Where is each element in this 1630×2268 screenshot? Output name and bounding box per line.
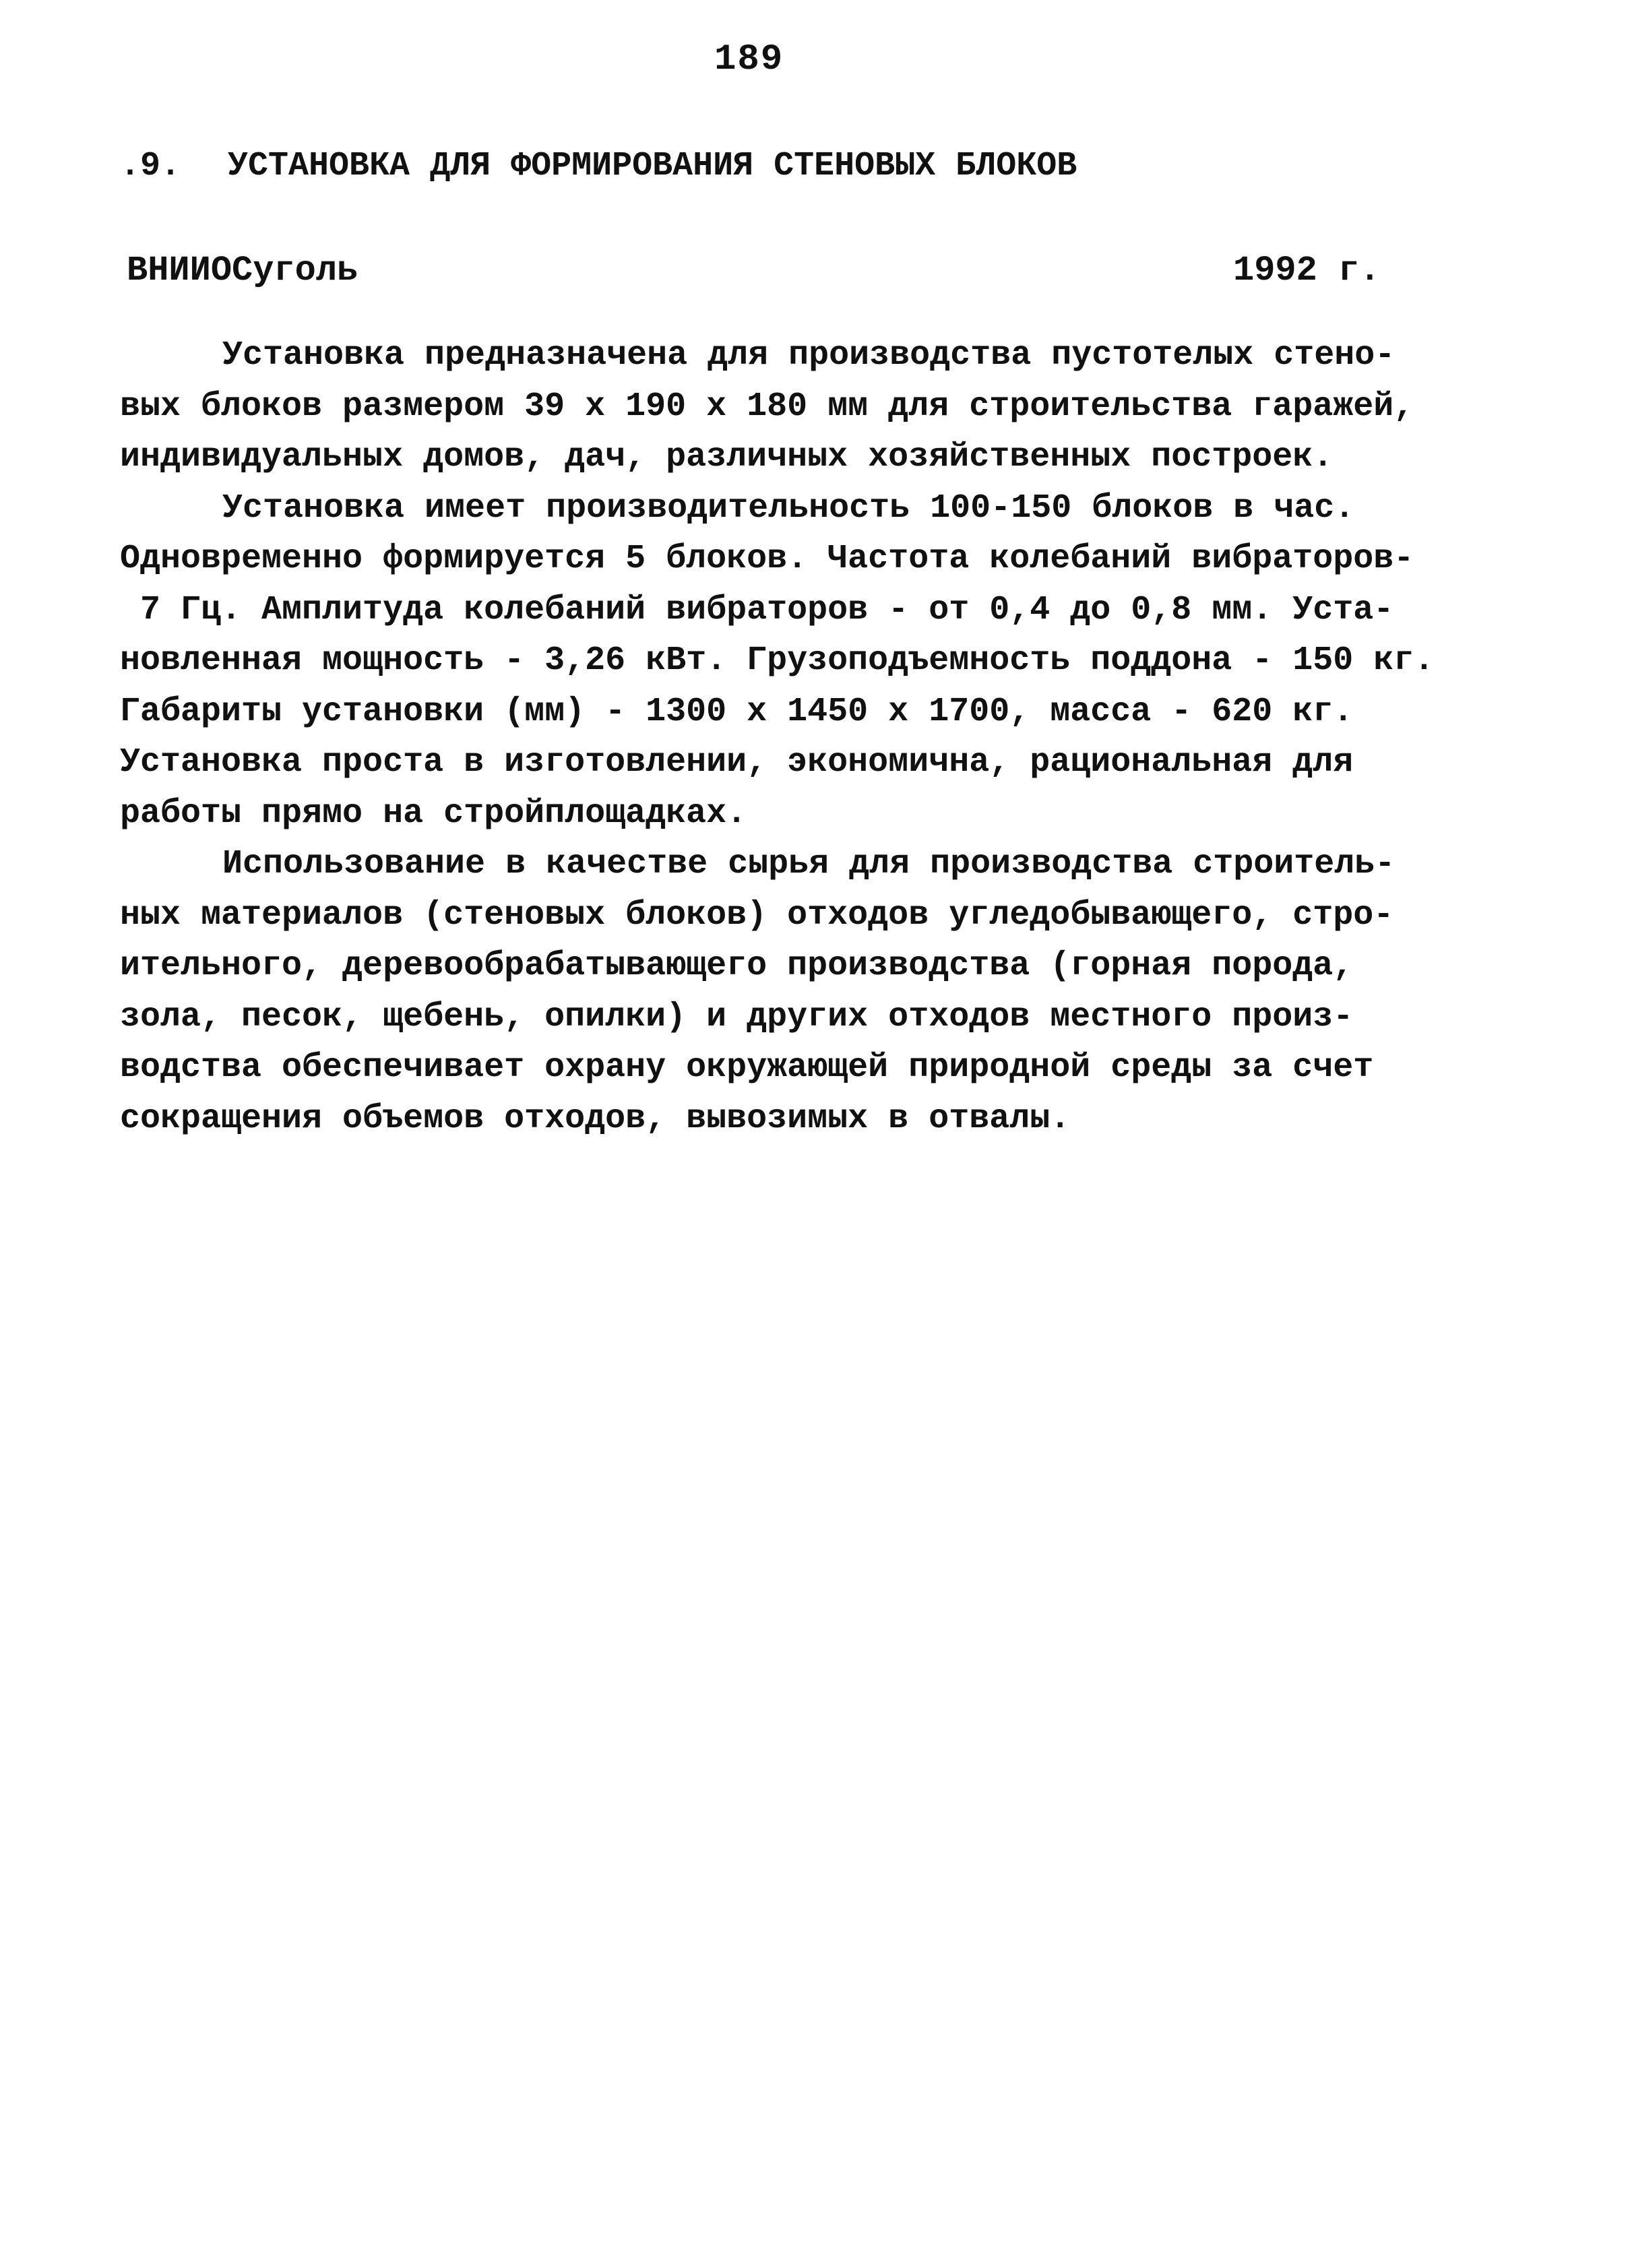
paragraph-line: водства обеспечивает охрану окружающей природной среды за счет [120, 1048, 1374, 1087]
paragraph-line: Габариты установки (мм) - 1300 х 1450 х 1700, масса - 620 кг. [120, 692, 1354, 731]
paragraph-line: Установка имеет производительность 100-150 блоков в час. [222, 489, 1355, 528]
paragraph-line: вых блоков размером 39 х 190 х 180 мм для строительства гаражей, [120, 387, 1414, 426]
organization-name: ВНИИОСуголь [127, 251, 358, 290]
paragraph-line: ных материалов (стеновых блоков) отходов угледобывающего, стро- [120, 895, 1394, 935]
paragraph-line: Установка предназначена для производства пустотелых стено- [222, 336, 1396, 375]
paragraph-line: ительного, деревообрабатывающего производства (горная порода, [120, 947, 1354, 985]
page-number: 189 [714, 39, 784, 80]
body-text [120, 330, 1522, 1144]
document-year: 1992 г. [1233, 251, 1381, 290]
paragraph-line: Установка проста в изготовлении, экономична, рациональная для [120, 743, 1354, 782]
paragraph-line: индивидуальных домов, дач, различных хозяйственных построек. [120, 438, 1334, 476]
section-number: .9. [120, 147, 181, 185]
section-heading [120, 147, 1077, 185]
section-title: УСТАНОВКА ДЛЯ ФОРМИРОВАНИЯ СТЕНОВЫХ БЛОКОВ [228, 147, 1077, 185]
paragraph-line: 7 Гц. Амплитуда колебаний вибраторов - от 0,4 до 0,8 мм. Уста- [140, 590, 1394, 629]
paragraph-line: новленная мощность - 3,26 кВт. Грузоподъемность поддона - 150 кг. [120, 641, 1435, 680]
paragraph-line: работы прямо на стройплощадках. [120, 794, 747, 833]
paragraph-line: зола, песок, щебень, опилки) и других отходов местного произ- [120, 997, 1354, 1036]
paragraph-line: сокращения объемов отходов, вывозимых в отвалы. [120, 1099, 1071, 1138]
paragraph-line: Одновременно формируется 5 блоков. Частота колебаний вибраторов- [120, 540, 1414, 578]
paragraph-line: Использование в качестве сырья для производства строитель- [222, 845, 1396, 883]
